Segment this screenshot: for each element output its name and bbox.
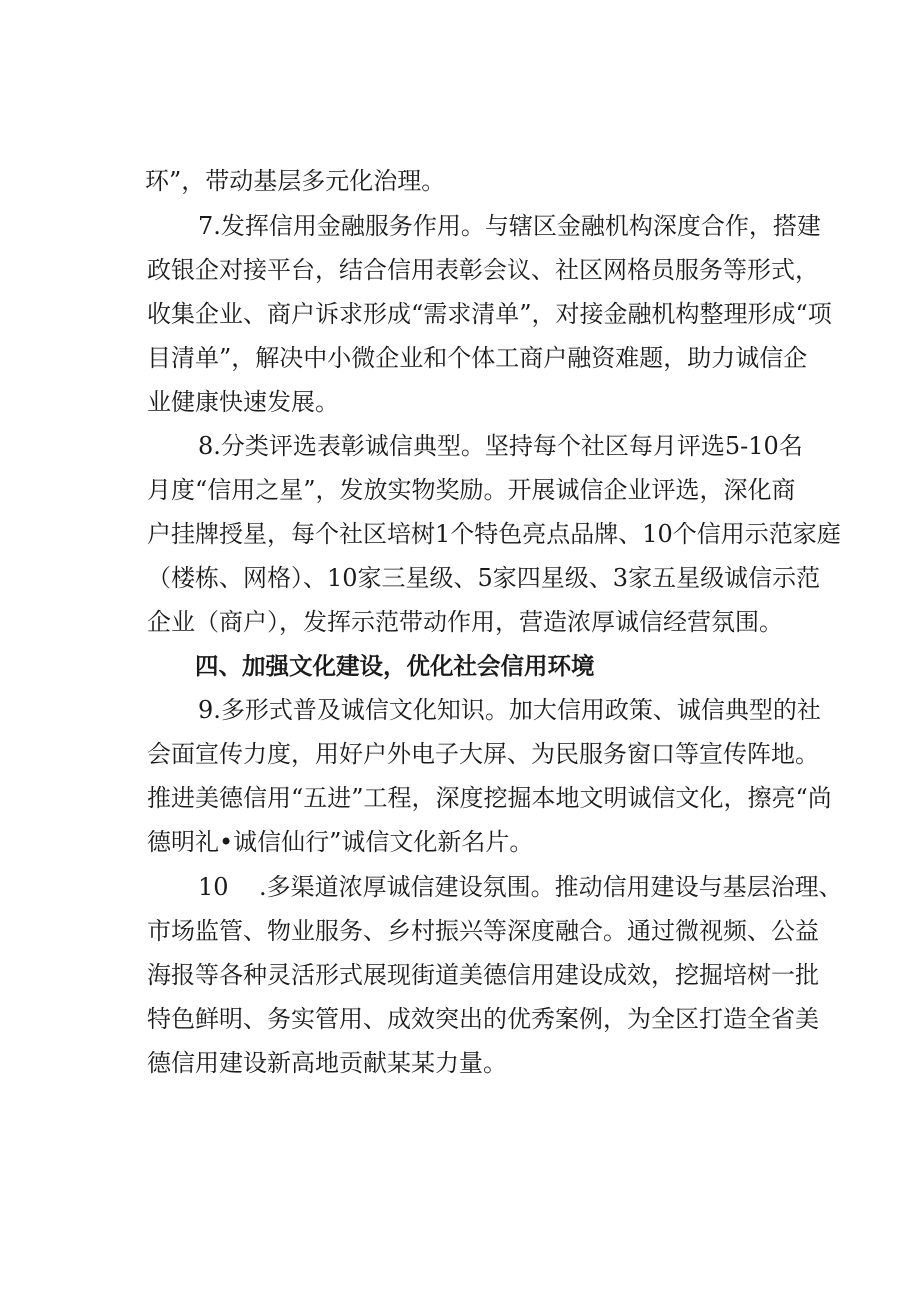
text-line: 8.分类评选表彰诚信典型。坚持每个社区每月评选5-10名: [198, 432, 803, 460]
text-line: 10 .多渠道浓厚诚信建设氛围。推动信用建设与基层治理、: [198, 873, 843, 901]
text-line: 环”，带动基层多元化治理。: [145, 167, 446, 195]
text-line: 市场监管、物业服务、乡村振兴等深度融合。通过微视频、公益: [147, 917, 819, 945]
text-line: 收集企业、商户诉求形成“需求清单”，对接金融机构整理形成“项: [147, 300, 832, 328]
text-line: 会面宣传力度，用好户外电子大屏、为民服务窗口等宣传阵地。: [147, 740, 819, 768]
section-heading: 四、加强文化建设，优化社会信用环境: [195, 652, 595, 680]
text-line: 推进美德信用“五进”工程，深度挖掘本地文明诚信文化，擦亮“尚: [147, 784, 832, 812]
text-line: 月度“信用之星”，发放实物奖励。开展诚信企业评选，深化商: [147, 476, 796, 504]
text-line: 德信用建设新高地贡献某某力量。: [147, 1049, 507, 1077]
text-line: 9.多形式普及诚信文化知识。加大信用政策、诚信典型的社: [198, 696, 821, 724]
text-line: 户挂牌授星，每个社区培树1个特色亮点品牌、10个信用示范家庭: [147, 520, 841, 548]
text-line: 企业（商户），发挥示范带动作用，营造浓厚诚信经营氛围。: [147, 608, 783, 636]
text-line: 德明礼•诚信仙行”诚信文化新名片。: [147, 828, 534, 856]
text-line: 政银企对接平台，结合信用表彰会议、社区网格员服务等形式，: [147, 256, 819, 284]
text-line: 7.发挥信用金融服务作用。与辖区金融机构深度合作，搭建: [198, 212, 821, 240]
text-line: 特色鲜明、务实管用、成效突出的优秀案例，为全区打造全省美: [147, 1005, 819, 1033]
text-line: 目清单”，解决中小微企业和个体工商户融资难题，助力诚信企: [147, 344, 808, 372]
text-line: （楼栋、网格）、10家三星级、5家四星级、3家五星级诚信示范: [147, 564, 821, 592]
text-line: 业健康快速发展。: [147, 388, 339, 416]
text-line: 海报等各种灵活形式展现街道美德信用建设成效，挖掘培树一批: [147, 961, 819, 989]
